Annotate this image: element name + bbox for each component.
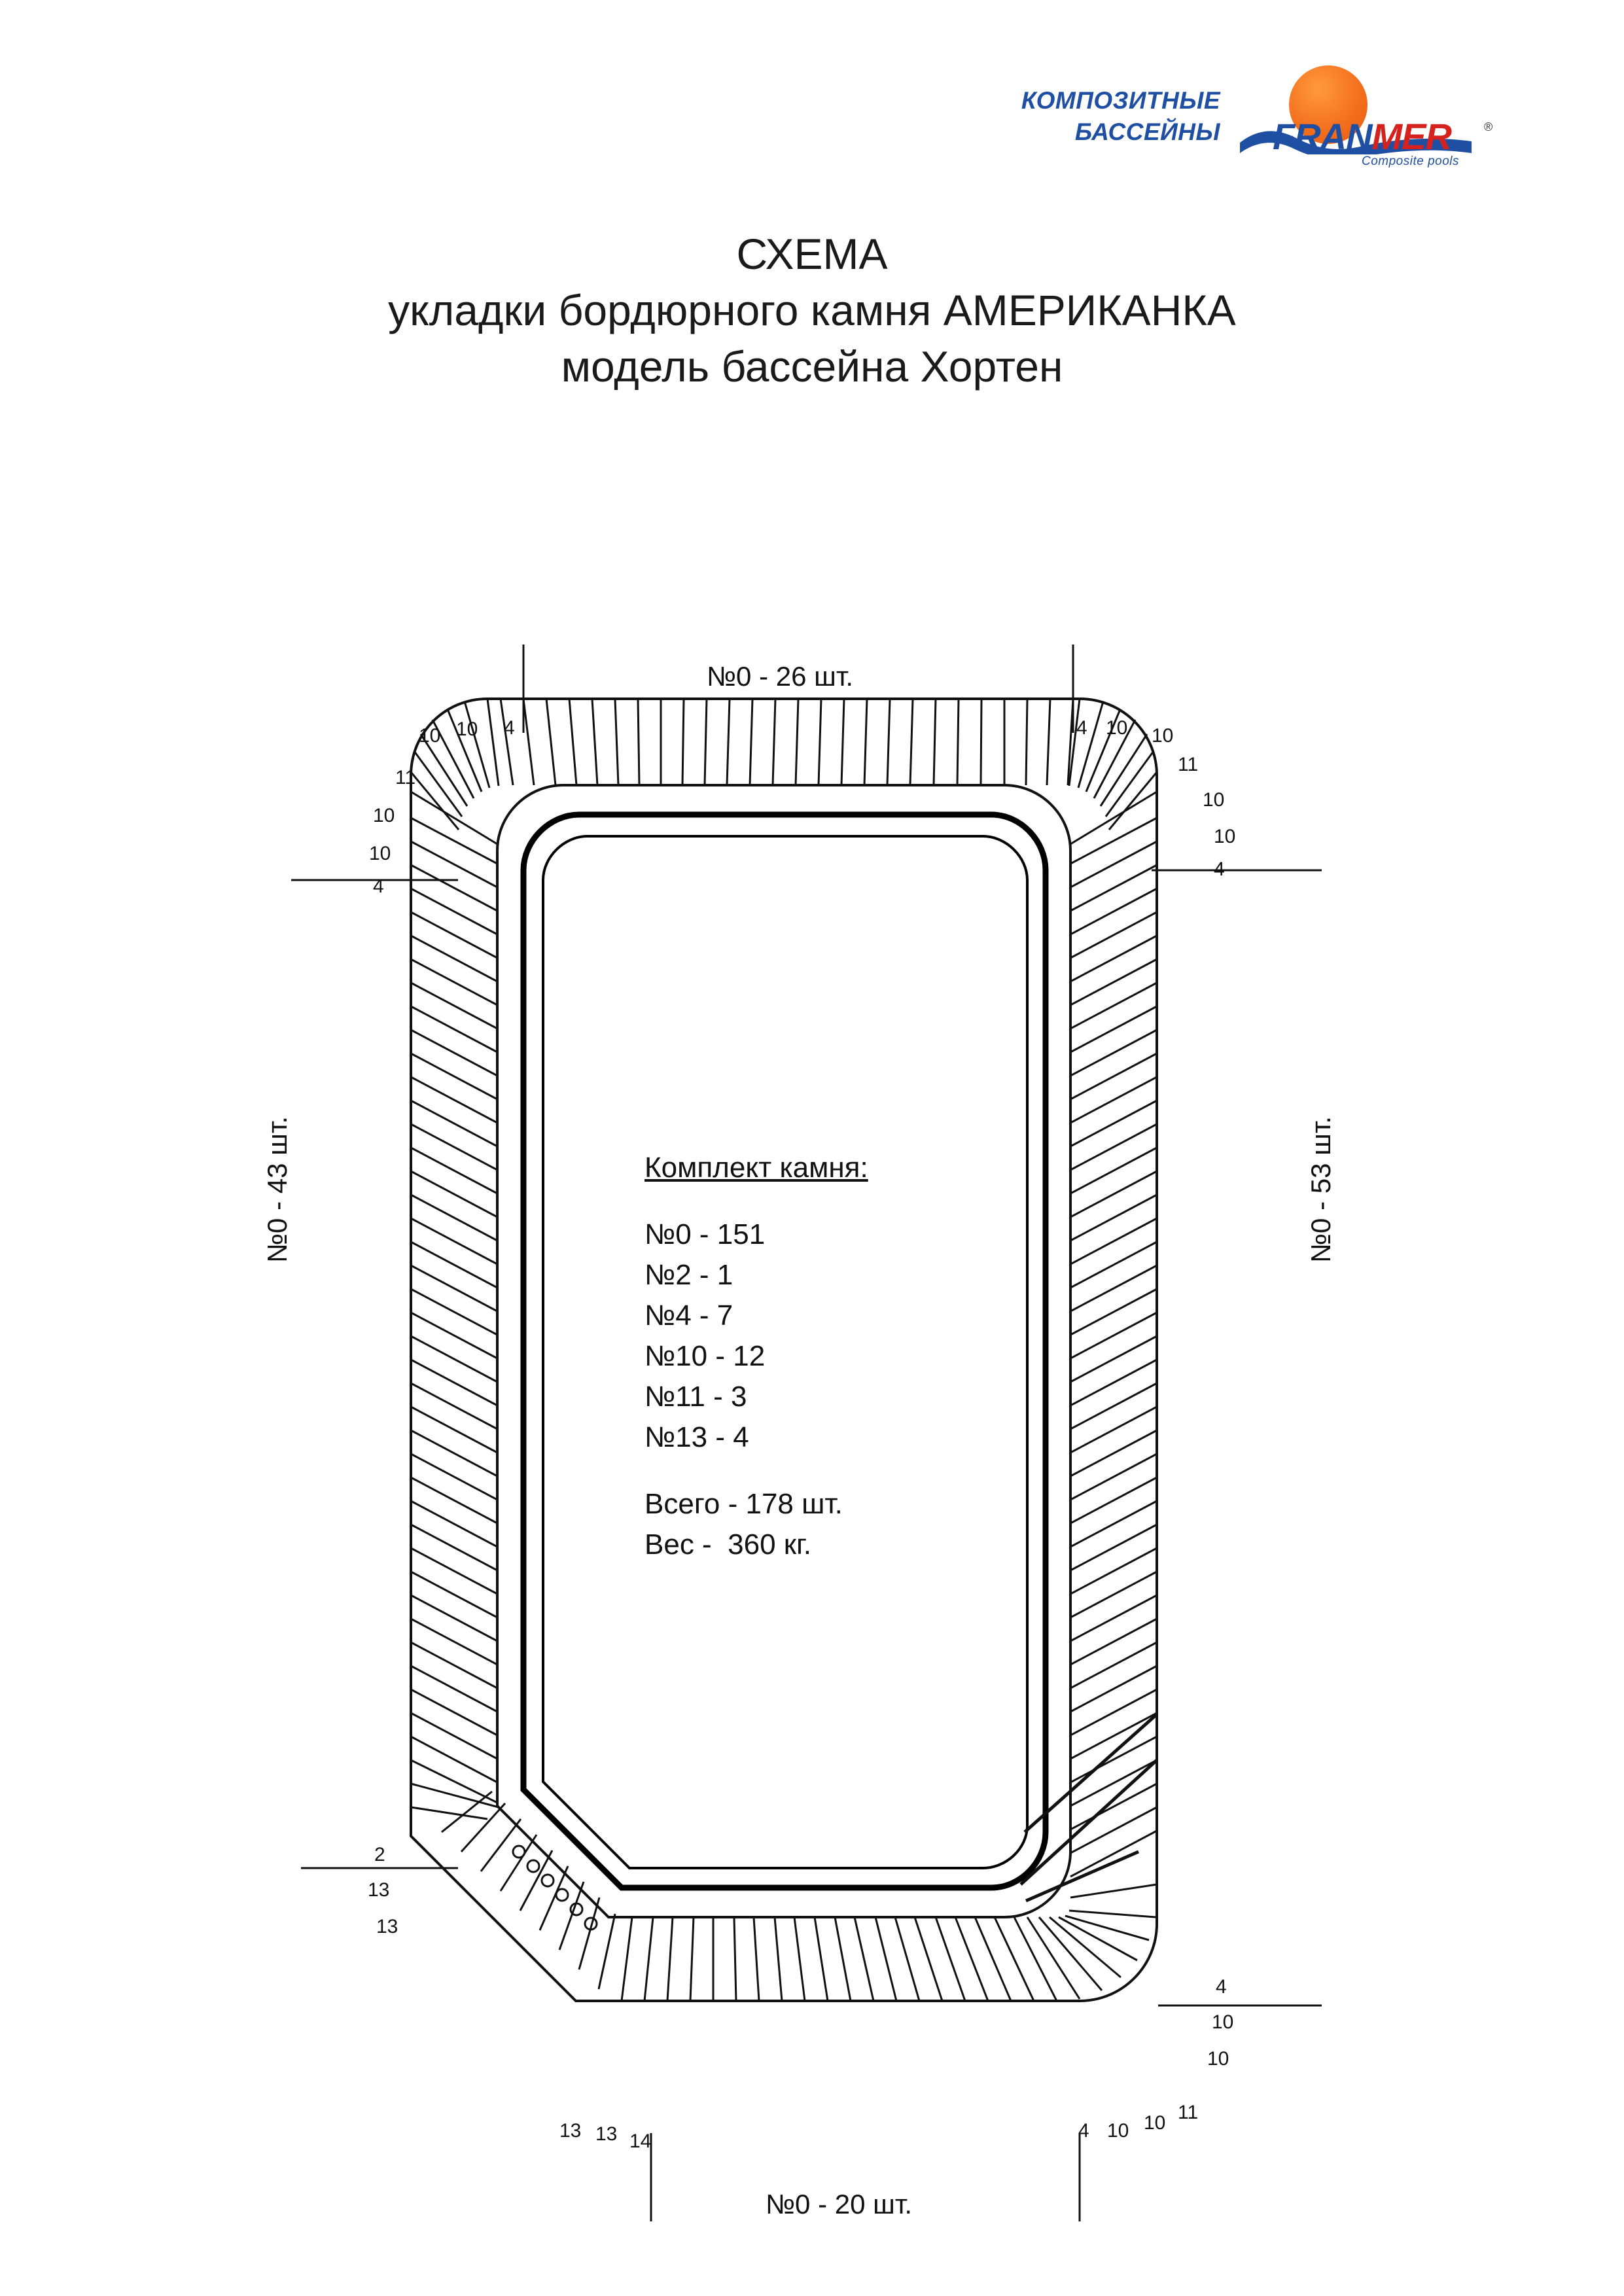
callout-tr-7: 4 — [1214, 858, 1225, 880]
callout-tl-1: 10 — [419, 725, 441, 747]
callout-bl-6: 14 — [629, 2130, 652, 2152]
callout-tl-6: 10 — [369, 843, 391, 864]
legend-item-4: №4 - 7 — [644, 1299, 733, 1332]
logo-brand-fran: FRAN — [1273, 116, 1372, 157]
callout-br-7: 11 — [1178, 2102, 1199, 2123]
title-line-3: модель бассейна Хортен — [561, 342, 1063, 391]
callout-tl-4: 11 — [395, 767, 416, 788]
corner-stones-top-left — [411, 699, 499, 844]
callout-tl-7: 4 — [373, 875, 384, 897]
callout-bl-2: 13 — [368, 1879, 390, 1901]
legend-total: Всего - 178 шт. — [644, 1488, 843, 1520]
callout-tl-3: 4 — [504, 717, 515, 739]
top-edge-stones — [501, 699, 1073, 785]
callout-br-5: 10 — [1107, 2120, 1129, 2142]
edge-label-right: №0 - 53 шт. — [1305, 1116, 1336, 1263]
legend-weight: Вес - 360 кг. — [644, 1528, 811, 1561]
logo-line-1: КОМПОЗИТНЫЕ — [1021, 87, 1220, 114]
callout-br-2: 10 — [1212, 2011, 1234, 2033]
right-lower-diagonal-stones — [1021, 1714, 1157, 1901]
callout-tr-2: 10 — [1106, 717, 1128, 739]
callout-tr-1: 4 — [1076, 717, 1087, 739]
stone-kit-legend — [644, 1152, 1050, 1565]
callout-tr-3: 10 — [1152, 725, 1174, 747]
right-edge-stones — [1070, 818, 1157, 1877]
callout-tl-2: 10 — [456, 718, 478, 740]
logo-line-2: БАССЕЙНЫ — [1074, 118, 1220, 145]
title-line-2: укладки бордюрного камня АМЕРИКАНКА — [388, 286, 1236, 334]
edge-label-bottom: №0 - 20 шт. — [766, 2189, 913, 2219]
corner-stones-bottom-left — [442, 1792, 615, 1989]
legend-item-2: №2 - 1 — [644, 1259, 733, 1291]
legend-item-13: №13 - 4 — [644, 1421, 749, 1453]
callout-tr-6: 10 — [1214, 826, 1236, 847]
callout-br-6: 10 — [1144, 2112, 1166, 2134]
callout-bl-1: 2 — [374, 1844, 385, 1865]
legend-item-0: №0 - 151 — [644, 1218, 766, 1250]
callout-br-4: 4 — [1078, 2120, 1089, 2142]
title-line-1: СХЕМА — [736, 230, 888, 278]
legend-heading: Комплект камня: — [644, 1152, 868, 1184]
chamfer-hole-markers — [513, 1846, 597, 1930]
registered-mark: ® — [1484, 120, 1493, 133]
left-edge-stones — [411, 818, 499, 1819]
callout-bl-5: 13 — [595, 2123, 618, 2145]
callout-tr-4: 11 — [1178, 754, 1199, 775]
bottom-edge-stones — [622, 1917, 1057, 2001]
callout-tl-5: 10 — [373, 805, 395, 826]
callout-br-3: 10 — [1207, 2048, 1229, 2070]
legend-item-11: №11 - 3 — [644, 1381, 747, 1413]
legend-spacer — [644, 1458, 1050, 1484]
callout-tr-5: 10 — [1203, 789, 1225, 811]
logo-brand-mer: MER — [1371, 116, 1451, 157]
logo-tagline: Composite pools — [1362, 154, 1460, 168]
callout-bl-3: 13 — [376, 1916, 398, 1937]
edge-label-left: №0 - 43 шт. — [262, 1116, 292, 1263]
callout-bl-4: 13 — [559, 2120, 582, 2142]
legend-item-10: №10 - 12 — [644, 1340, 766, 1372]
callout-br-1: 4 — [1216, 1976, 1227, 1998]
edge-label-top: №0 - 26 шт. — [707, 661, 854, 692]
